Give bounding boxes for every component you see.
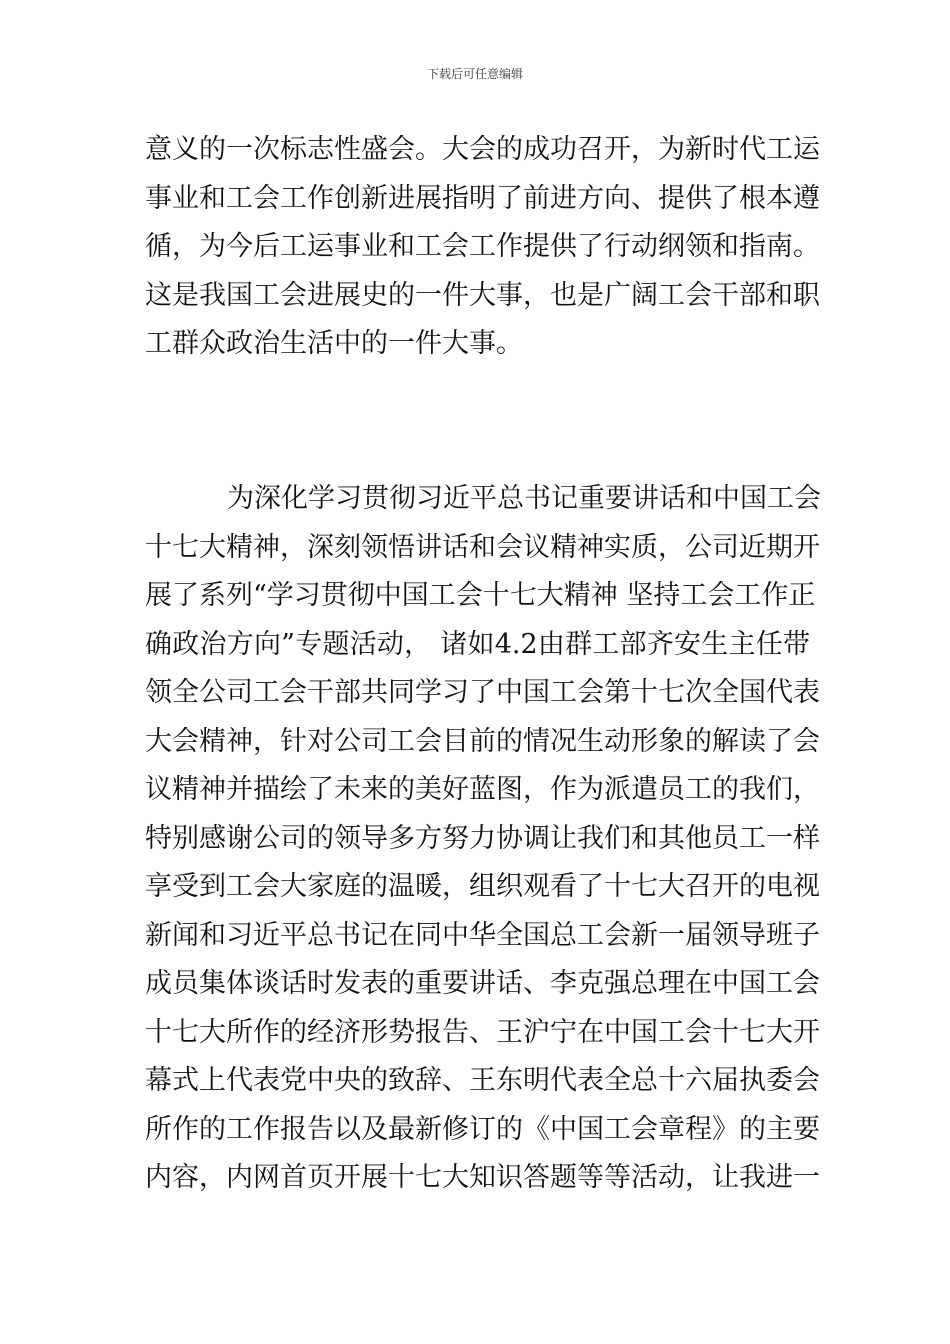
text-line: 十七大精神，深刻领悟讲话和会议精神实质，公司近期开 bbox=[145, 531, 820, 563]
text-line: 议精神并描绘了未来的美好蓝图，作为派遣员工的我们， bbox=[145, 774, 820, 805]
text-line: 内容，内网首页开展十七大知识答题等等活动，让我进一 bbox=[145, 1162, 820, 1193]
text-line: 确政治方向”专题活动， 诸如4.2由群工部齐安生主任带 bbox=[145, 628, 810, 660]
text-line: 这是我国工会进展史的一件大事，也是广阔工会干部和职 bbox=[145, 279, 820, 311]
text-line: 工群众政治生活中的一件大事。 bbox=[145, 328, 523, 359]
text-line: 事业和工会工作创新进展指明了前进方向、提供了根本遵 bbox=[145, 182, 820, 214]
text-line: 十七大所作的经济形势报告、王沪宁在中国工会十七大开 bbox=[145, 1016, 820, 1048]
text-line: 为深化学习贯彻习近平总书记重要讲话和中国工会 bbox=[227, 483, 821, 514]
text-line: 展了系列“学习贯彻中国工会十七大精神 坚持工会工作正 bbox=[145, 580, 816, 611]
text-line: 领全公司工会干部共同学习了中国工会第十七次全国代表 bbox=[145, 677, 820, 708]
text-line: 成员集体谈话时发表的重要讲话、李克强总理在中国工会 bbox=[145, 968, 820, 999]
text-line: 所作的工作报告以及最新修订的《中国工会章程》的主要 bbox=[145, 1113, 820, 1145]
paragraph-1 bbox=[145, 126, 820, 369]
paragraph-2 bbox=[145, 475, 821, 1203]
text-line: 新闻和习近平总书记在同中华全国总工会新一届领导班子 bbox=[145, 919, 820, 951]
header-note: 下载后可任意编辑 bbox=[426, 67, 523, 81]
text-line: 特别感谢公司的领导多方努力协调让我们和其他员工一样 bbox=[145, 822, 820, 854]
text-line: 幕式上代表党中央的致辞、王东明代表全总十六届执委会 bbox=[145, 1065, 820, 1096]
text-line: 循，为今后工运事业和工会工作提供了行动纲领和指南。 bbox=[145, 231, 820, 262]
text-line: 意义的一次标志性盛会。大会的成功召开，为新时代工运 bbox=[145, 134, 820, 165]
text-line: 大会精神，针对公司工会目前的情况生动形象的解读了会 bbox=[145, 725, 820, 757]
text-line: 享受到工会大家庭的温暖，组织观看了十七大召开的电视 bbox=[145, 871, 820, 902]
